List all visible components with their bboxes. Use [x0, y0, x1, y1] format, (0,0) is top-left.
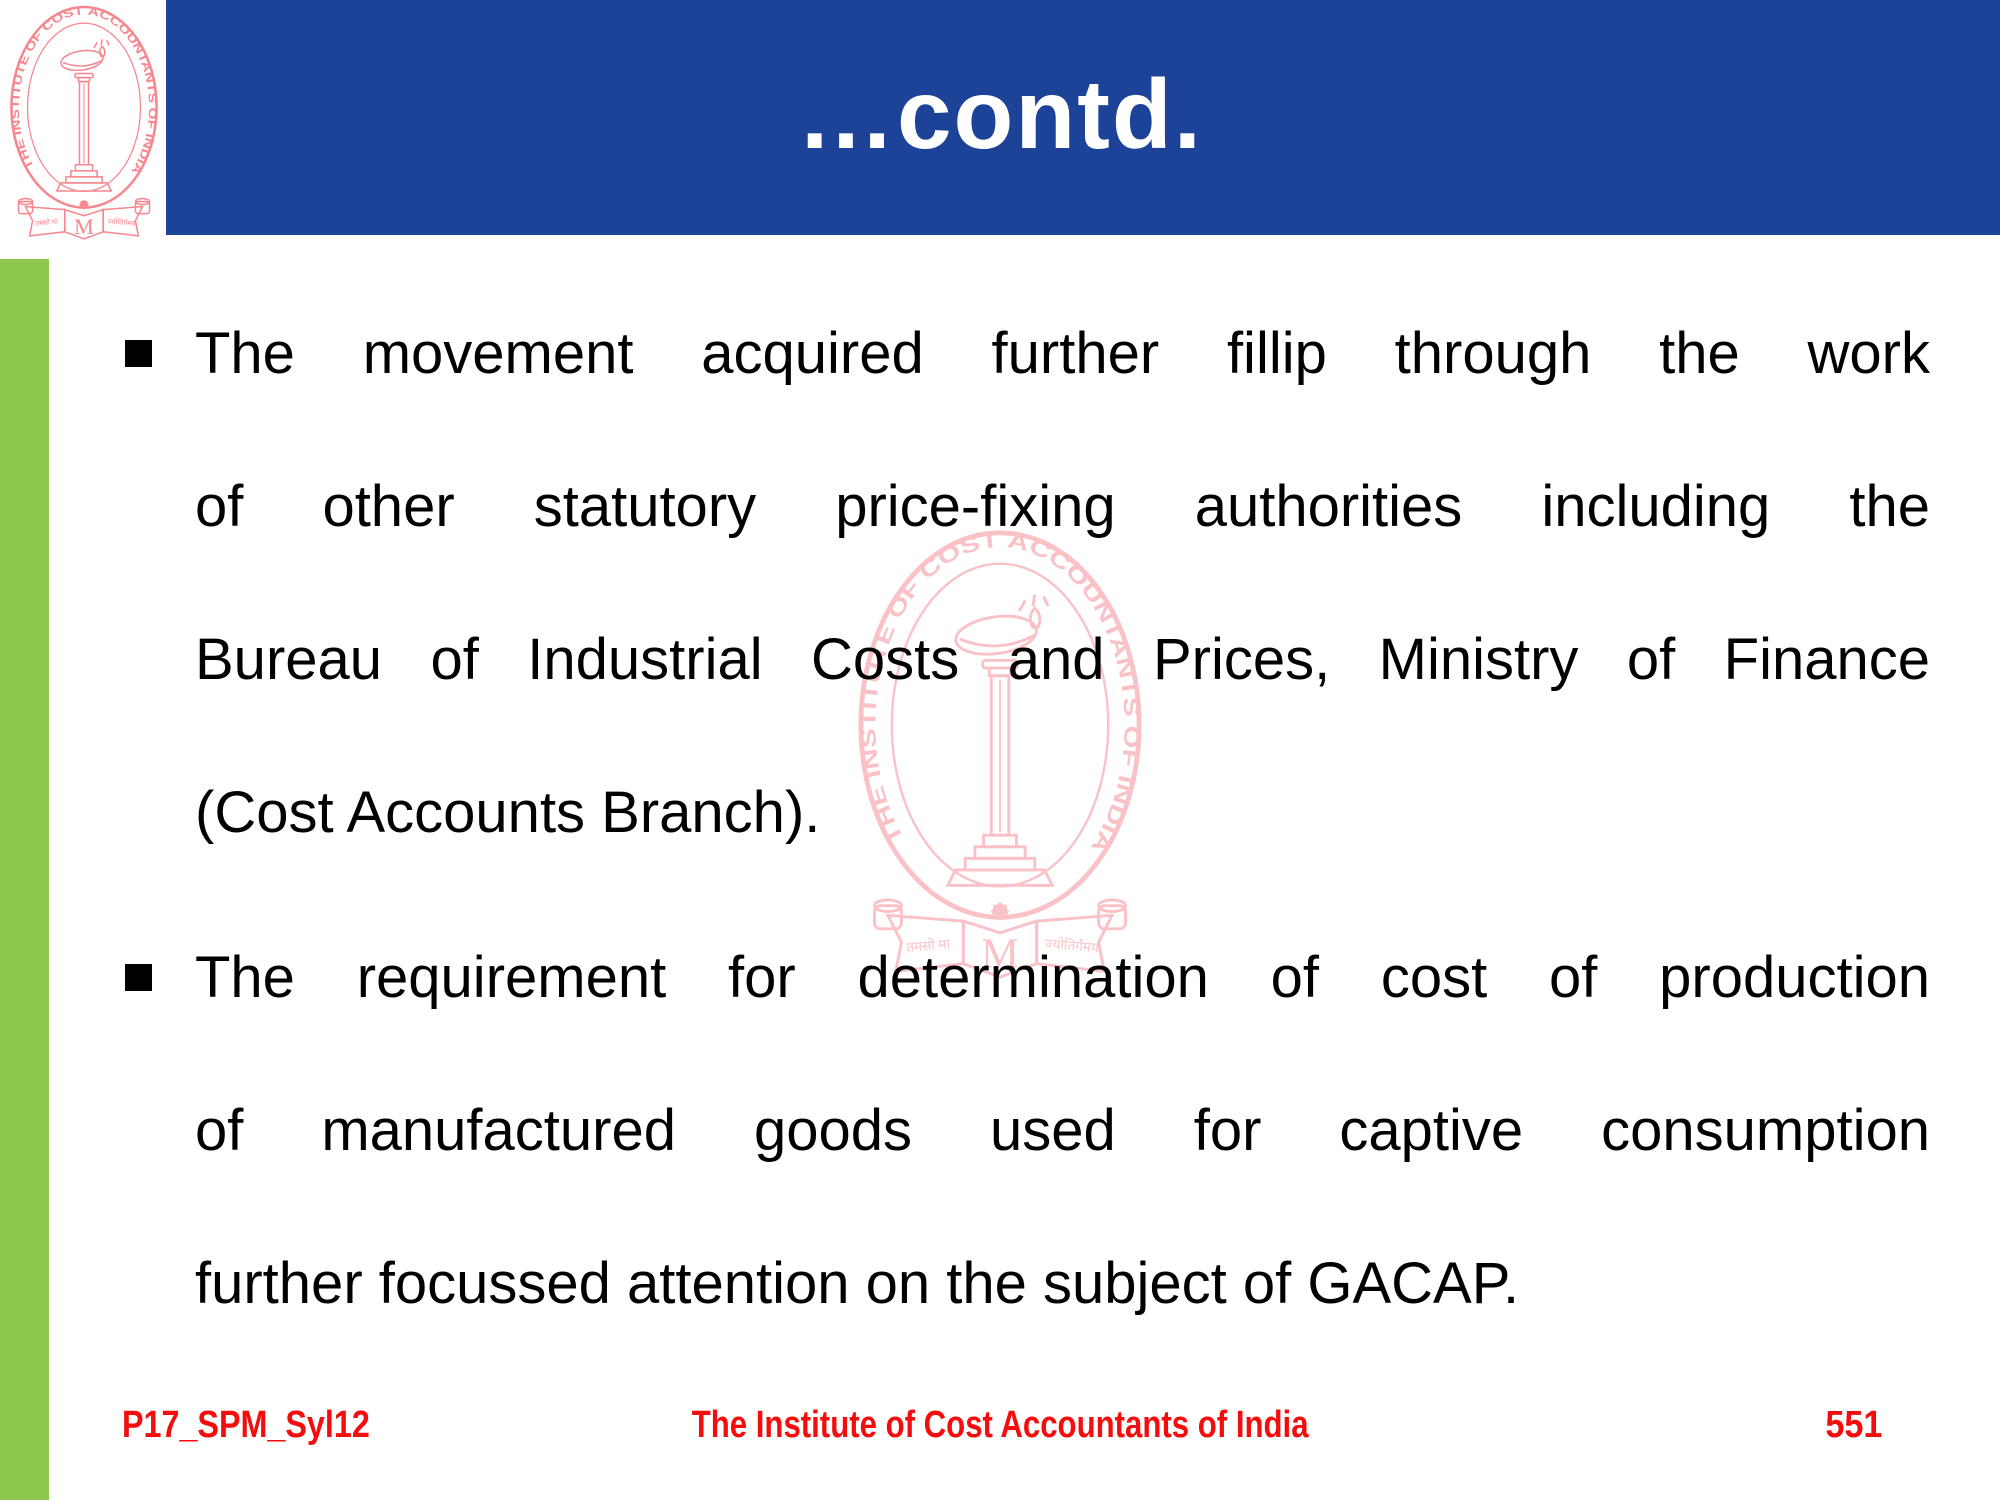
footer-institute-name: [0, 1403, 2000, 1447]
bullet-square-icon: [125, 340, 152, 367]
bullet-square-icon: [125, 964, 152, 991]
body-text-line: The movement acquired further fillip through the work: [195, 321, 1930, 386]
left-accent-stripe: [0, 259, 49, 1500]
body-text-line: (Cost Accounts Branch).: [195, 780, 821, 845]
institute-seal-logo: [8, 4, 160, 256]
slide-title: …contd.: [797, 59, 1203, 169]
footer-page-number: 551: [1824, 1404, 1882, 1446]
footer-course-code: P17_SPM_Syl12: [122, 1404, 370, 1446]
body-text-line: of manufactured goods used for captive consumption: [195, 1098, 1930, 1163]
slide-body: [195, 277, 1930, 1360]
footer: [0, 1403, 2000, 1447]
body-text-line: further focussed attention on the subject of GACAP.: [195, 1251, 1520, 1316]
footer-institute-name-text: The Institute of Cost Accountants of India: [691, 1404, 1309, 1446]
body-text-line: The requirement for determination of cost of production: [195, 945, 1930, 1010]
body-text-line: Bureau of Industrial Costs and Prices, Ministry of Finance: [195, 627, 1930, 692]
body-text-line: of other statutory price-fixing authorities including the: [195, 474, 1930, 539]
bullet-item: [195, 277, 1930, 889]
bullet-item: [195, 901, 1930, 1360]
